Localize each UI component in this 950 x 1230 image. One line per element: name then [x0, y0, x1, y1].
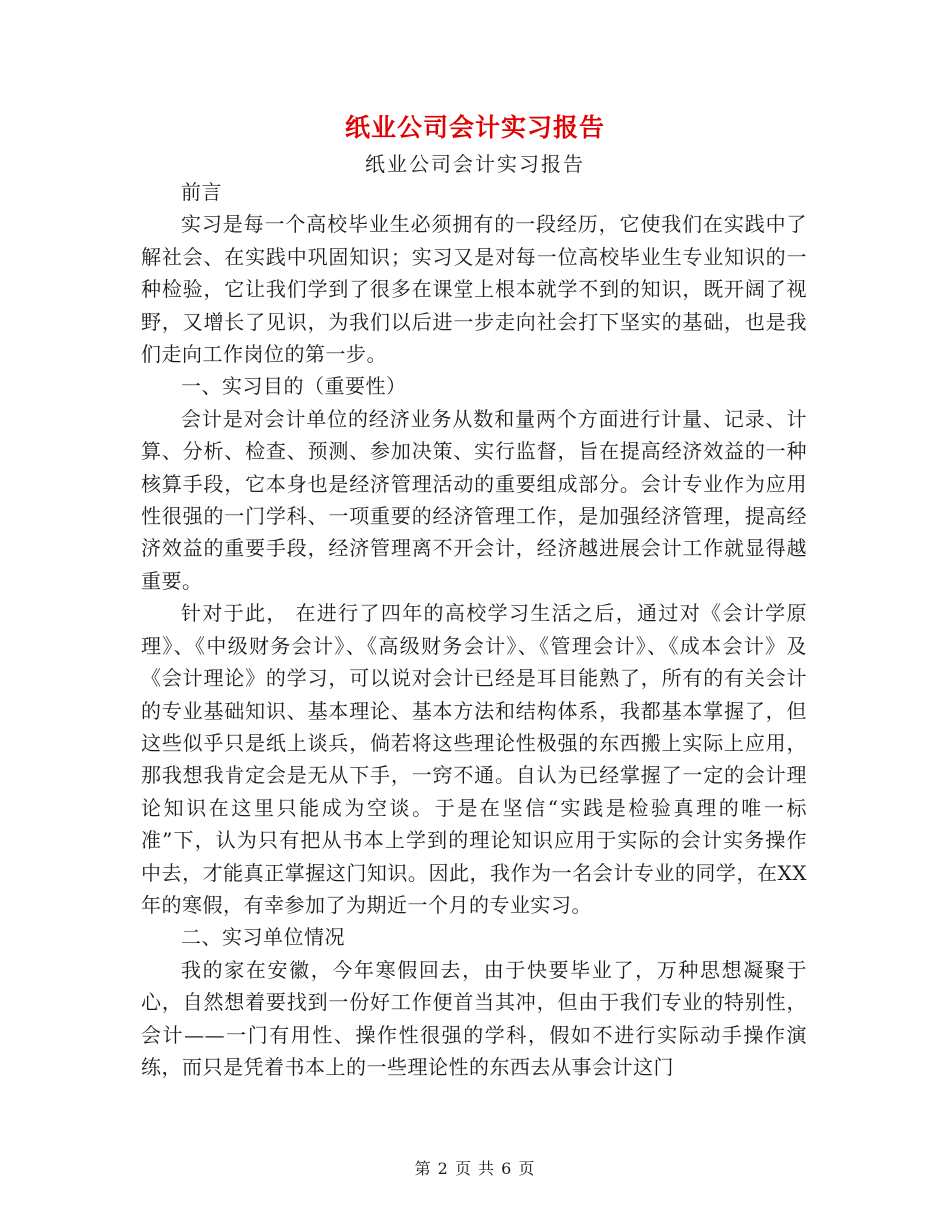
section-heading-purpose: 一、实习目的（重要性）: [181, 374, 407, 399]
document-title: 纸业公司会计实习报告: [344, 113, 605, 142]
section-heading-unit: 二、实习单位情况: [181, 925, 345, 950]
paragraph: 针对于此， 在进行了四年的高校学习生活之后，通过对《会计学原理》、《中级财务会计》、《高级财务会计》、《管理会计》、《成本会计》及《会计理论》的学习，可以说对会计已经是耳目能熟了，所有的有关会计的专业基础知识、基本理论、基本方法和结构体系，我都基本掌握了，但这些似乎只是纸上谈兵，倘若将这些理论性极强的东西搬上实际上应用，那我想我肯定会是无从下手，一窍不通。自认为已经掌握了一定的会计理论知识在这里只能成为空谈。于是在坚信“实践是检验真理的唯一标准”下，认为只有把从书本上学到的理论知识应用于实际的会计实务操作中去，才能真正掌握这门知识。因此，我作为一名会计专业的同学，在XX年的寒假，有幸参加了为期近一个月的专业实习。: [141, 601, 807, 917]
document-subtitle: 纸业公司会计实习报告: [365, 152, 585, 176]
page-footer: 第 2 页 共 6 页: [414, 1159, 536, 1178]
section-heading-preface: 前言: [181, 180, 222, 204]
document-body: [141, 176, 807, 1083]
paragraph: 实习是每一个高校毕业生必须拥有的一段经历，它使我们在实践中了解社会、在实践中巩固知识；实习又是对每一位高校毕业生专业知识的一种检验，它让我们学到了很多在课堂上根本就学不到的知识，既开阔了视野，又增长了见识，为我们以后进一步走向社会打下坚实的基础，也是我们走向工作岗位的第一步。: [141, 212, 807, 367]
paragraph: 我的家在安徽，今年寒假回去，由于快要毕业了，万种思想凝聚于心，自然想着要找到一份好工作便首当其冲，但由于我们专业的特别性，会计——一门有用性、操作性很强的学科，假如不进行实际动手操作演练，而只是凭着书本上的一些理论性的东西去从事会计这门: [141, 957, 807, 1079]
paragraph: 会计是对会计单位的经济业务从数和量两个方面进行计量、记录、计算、分析、检查、预测、参加决策、实行监督，旨在提高经济效益的一种核算手段，它本身也是经济管理活动的重要组成部分。会计专业作为应用性很强的一门学科、一项重要的经济管理工作，是加强经济管理，提高经济效益的重要手段，经济管理离不开会计，经济越进展会计工作就显得越重要。: [141, 406, 807, 593]
